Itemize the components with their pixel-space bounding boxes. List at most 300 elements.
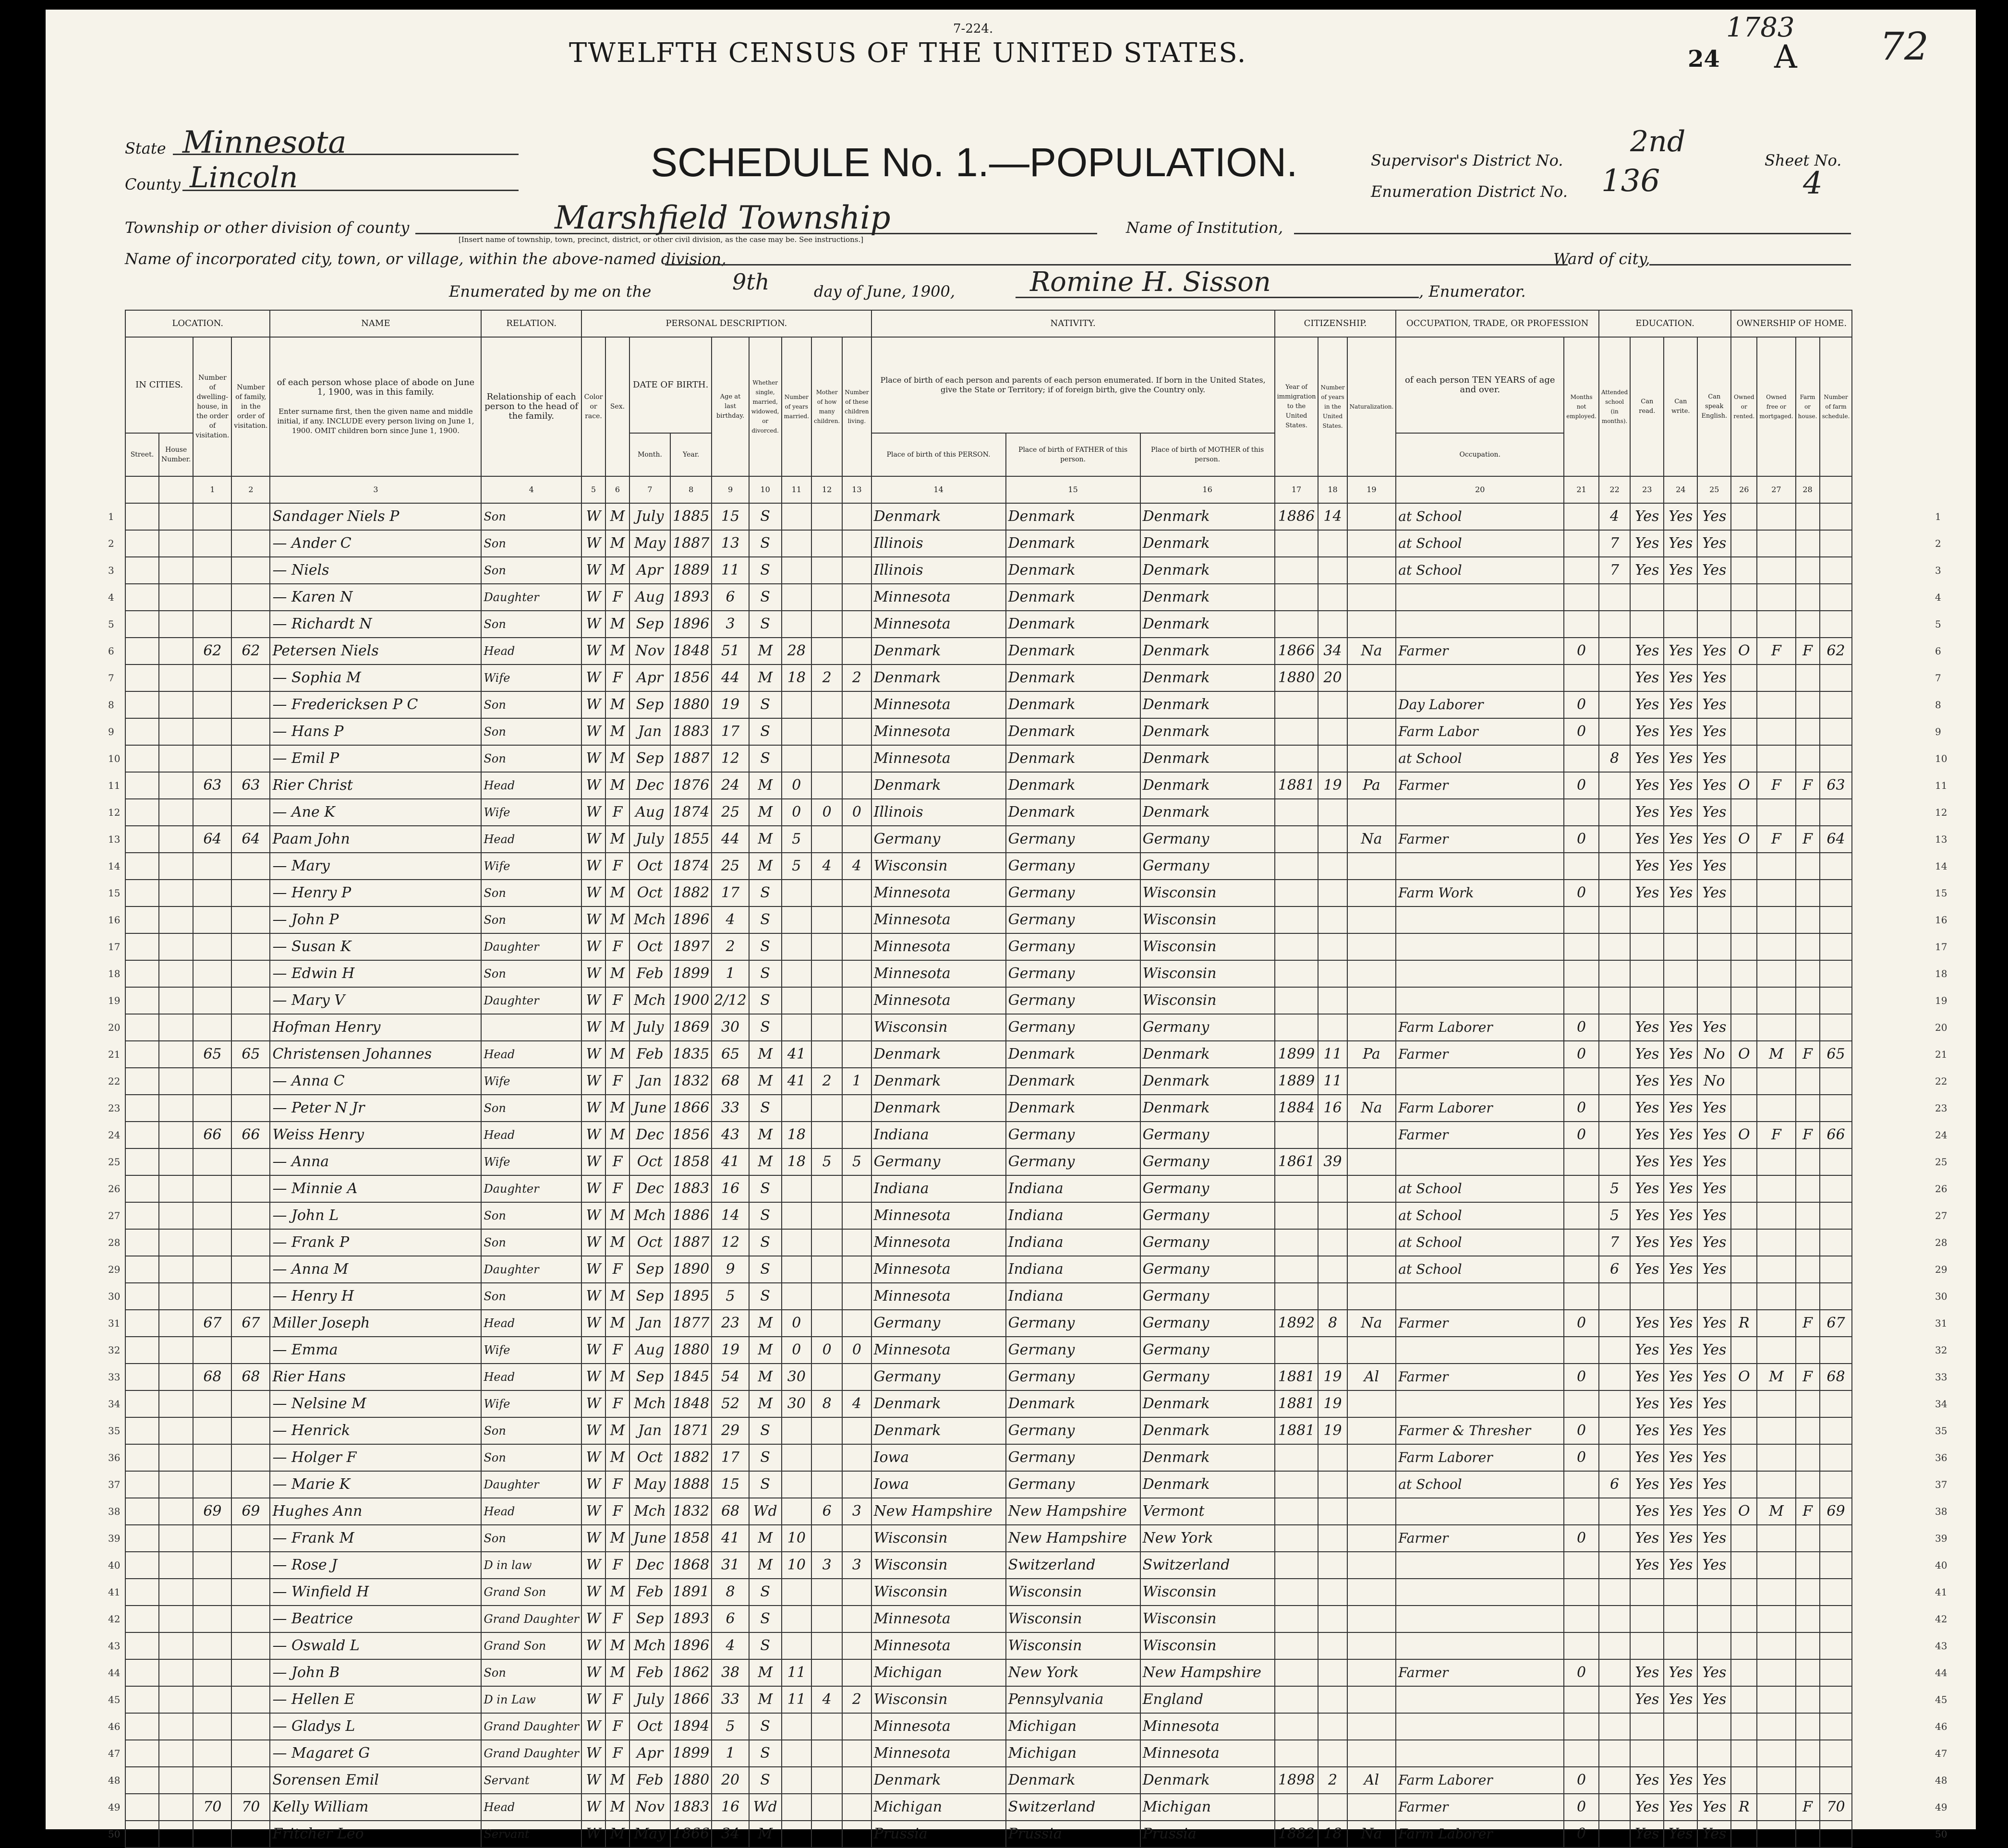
dwelling-number: 68 (193, 1364, 231, 1390)
children-born (811, 1713, 842, 1740)
table-row (125, 1632, 1852, 1659)
birthplace-mother: Denmark (1140, 718, 1275, 745)
blank-cell (159, 1256, 193, 1283)
years-married (782, 691, 811, 718)
column-number: 14 (871, 476, 1006, 503)
person-name: — John P (270, 906, 481, 933)
birthplace-father: Indiana (1006, 1175, 1140, 1202)
color: W (581, 906, 605, 933)
dwelling-number (193, 1686, 231, 1713)
school-months (1599, 1606, 1630, 1632)
months-unemployed (1564, 557, 1599, 584)
blank-cell (125, 1444, 159, 1471)
naturalization: Al (1347, 1364, 1396, 1390)
occupation: Farm Laborer (1396, 1767, 1564, 1794)
years-in-us (1318, 880, 1347, 906)
children-born (811, 1041, 842, 1068)
free-or-mortgaged (1757, 664, 1795, 691)
years-in-us (1318, 1471, 1347, 1498)
sex: M (605, 1821, 629, 1848)
immigration-year (1275, 745, 1319, 772)
occupation: at School (1396, 503, 1564, 530)
children-born (811, 1364, 842, 1390)
birthplace-mother: Germany (1140, 1337, 1275, 1364)
years-in-us: 14 (1318, 503, 1347, 530)
person-name: Kelly William (270, 1794, 481, 1821)
birthplace-person: Prussia (871, 1821, 1006, 1848)
farm-or-house (1796, 1579, 1820, 1606)
dwelling-number (193, 1444, 231, 1471)
birthplace-mother: Germany (1140, 1229, 1275, 1256)
birthplace-person: Germany (871, 1148, 1006, 1175)
color: W (581, 1444, 605, 1471)
table-row (125, 1713, 1852, 1740)
can-speak-english: Yes (1697, 503, 1731, 530)
person-name: Miller Joseph (270, 1310, 481, 1337)
occupation: Farmer (1396, 826, 1564, 853)
column-number: 20 (1396, 476, 1564, 503)
column-number: 2 (231, 476, 270, 503)
person-name: — Ane K (270, 799, 481, 826)
can-speak-english: Yes (1697, 1310, 1731, 1337)
hdr-farm-schedule: Number of farm schedule. (1820, 337, 1852, 476)
marital-status: S (749, 584, 782, 611)
blank-cell (159, 1041, 193, 1068)
blank-cell (159, 1740, 193, 1767)
children-living: 5 (842, 1148, 871, 1175)
years-married: 18 (782, 1148, 811, 1175)
years-married (782, 1175, 811, 1202)
farm-or-house (1796, 1767, 1820, 1794)
relation: Servant (481, 1821, 581, 1848)
immigration-year (1275, 1471, 1319, 1498)
children-living (842, 1095, 871, 1122)
can-speak-english: Yes (1697, 1390, 1731, 1417)
children-living (842, 906, 871, 933)
dwelling-number (193, 1471, 231, 1498)
years-married (782, 880, 811, 906)
hdr-occupation-note: of each person TEN YEARS of age and over. (1396, 337, 1564, 433)
free-or-mortgaged (1757, 1337, 1795, 1364)
farm-or-house (1796, 1525, 1820, 1552)
occupation: Farmer (1396, 1794, 1564, 1821)
years-married (782, 718, 811, 745)
free-or-mortgaged (1757, 1390, 1795, 1417)
line-number: 39 (108, 1533, 121, 1544)
can-write: Yes (1664, 718, 1697, 745)
table-row (125, 799, 1852, 826)
school-months (1599, 1041, 1630, 1068)
line-number: 47 (108, 1748, 121, 1759)
naturalization (1347, 1148, 1396, 1175)
dwelling-number (193, 664, 231, 691)
farm-schedule-number (1820, 1632, 1852, 1659)
birthplace-mother: Wisconsin (1140, 906, 1275, 933)
school-months (1599, 1122, 1630, 1148)
birthplace-father: Switzerland (1006, 1794, 1140, 1821)
age: 4 (712, 906, 749, 933)
years-married: 11 (782, 1659, 811, 1686)
can-read (1630, 584, 1664, 611)
line-number: 49 (1935, 1801, 1948, 1813)
birth-month: Oct (629, 1713, 670, 1740)
age: 34 (712, 1821, 749, 1848)
line-number: 34 (1935, 1398, 1948, 1410)
hdr-relation: Relationship of each person to the head of the family. (481, 337, 581, 476)
relation: Wife (481, 1337, 581, 1364)
birthplace-mother: Denmark (1140, 1390, 1275, 1417)
farm-or-house (1796, 1659, 1820, 1686)
occupation: Farm Laborer (1396, 1014, 1564, 1041)
birthplace-mother: Denmark (1140, 638, 1275, 664)
months-unemployed (1564, 530, 1599, 557)
farm-schedule-number (1820, 1283, 1852, 1310)
family-number (231, 933, 270, 960)
years-in-us: 8 (1318, 1310, 1347, 1337)
birthplace-father: Wisconsin (1006, 1579, 1140, 1606)
blank-cell (125, 1632, 159, 1659)
months-unemployed (1564, 503, 1599, 530)
line-number: 10 (108, 753, 121, 764)
farm-schedule-number (1820, 1256, 1852, 1283)
birth-month: June (629, 1095, 670, 1122)
farm-or-house: F (1796, 638, 1820, 664)
sex: M (605, 772, 629, 799)
years-married: 18 (782, 1122, 811, 1148)
farm-or-house (1796, 880, 1820, 906)
line-number: 20 (108, 1022, 121, 1033)
naturalization: Na (1347, 826, 1396, 853)
sex: M (605, 611, 629, 638)
relation: Son (481, 1095, 581, 1122)
years-married (782, 906, 811, 933)
line-number: 40 (1935, 1559, 1948, 1571)
blank-cell (125, 1659, 159, 1686)
line-number: 25 (108, 1156, 121, 1168)
birth-month: Sep (629, 1606, 670, 1632)
free-or-mortgaged (1757, 503, 1795, 530)
occupation: Farmer (1396, 1122, 1564, 1148)
age: 4 (712, 1632, 749, 1659)
line-number: 25 (1935, 1156, 1948, 1168)
can-write: Yes (1664, 772, 1697, 799)
school-months (1599, 1821, 1630, 1848)
school-months (1599, 1767, 1630, 1794)
free-or-mortgaged (1757, 1525, 1795, 1552)
immigration-year (1275, 1283, 1319, 1310)
farm-or-house: F (1796, 1794, 1820, 1821)
relation: Son (481, 1444, 581, 1471)
years-in-us (1318, 1229, 1347, 1256)
table-row (125, 664, 1852, 691)
column-number: 10 (749, 476, 782, 503)
table-row (125, 638, 1852, 664)
birthplace-person: Michigan (871, 1794, 1006, 1821)
birth-month: Mch (629, 987, 670, 1014)
person-name: — Frank P (270, 1229, 481, 1256)
can-write: Yes (1664, 557, 1697, 584)
months-unemployed (1564, 745, 1599, 772)
years-married: 18 (782, 664, 811, 691)
school-months (1599, 1498, 1630, 1525)
birth-month: July (629, 503, 670, 530)
owned-or-rented (1731, 1659, 1757, 1686)
dwelling-number (193, 691, 231, 718)
age: 2 (712, 933, 749, 960)
occupation (1396, 1337, 1564, 1364)
can-write (1664, 584, 1697, 611)
farm-or-house (1796, 530, 1820, 557)
table-row (125, 718, 1852, 745)
line-number: 19 (1935, 995, 1948, 1006)
farm-schedule-number (1820, 1471, 1852, 1498)
person-name: — Emma (270, 1337, 481, 1364)
age: 14 (712, 1202, 749, 1229)
can-read: Yes (1630, 1498, 1664, 1525)
owned-or-rented (1731, 1686, 1757, 1713)
free-or-mortgaged (1757, 1579, 1795, 1606)
line-number: 41 (108, 1586, 121, 1598)
person-name: — Minnie A (270, 1175, 481, 1202)
table-row (125, 906, 1852, 933)
farm-or-house (1796, 1632, 1820, 1659)
dwelling-number (193, 745, 231, 772)
hdr-nativity-note: Place of birth of each person and parents of each person enumerated. If born in the United States, give the State or Territory; if of foreign birth, give the Country only. (871, 337, 1275, 433)
dwelling-number (193, 1579, 231, 1606)
immigration-year (1275, 1014, 1319, 1041)
years-married (782, 611, 811, 638)
farm-schedule-number (1820, 1202, 1852, 1229)
birthplace-person: Minnesota (871, 1740, 1006, 1767)
can-write: Yes (1664, 1498, 1697, 1525)
column-number (159, 476, 193, 503)
free-or-mortgaged (1757, 1310, 1795, 1337)
years-married (782, 1095, 811, 1122)
line-number: 18 (108, 968, 121, 979)
can-speak-english (1697, 1713, 1731, 1740)
months-unemployed (1564, 1337, 1599, 1364)
immigration-year: 1892 (1275, 1310, 1319, 1337)
can-speak-english: Yes (1697, 1148, 1731, 1175)
family-number (231, 906, 270, 933)
occupation (1396, 1740, 1564, 1767)
group-relation: RELATION. (481, 310, 581, 337)
blank-cell (159, 1202, 193, 1229)
age: 24 (712, 772, 749, 799)
hdr-sex: Sex. (605, 337, 629, 476)
children-living (842, 1471, 871, 1498)
months-unemployed (1564, 1498, 1599, 1525)
relation: Son (481, 880, 581, 906)
relation: Wife (481, 664, 581, 691)
school-months (1599, 1444, 1630, 1471)
color: W (581, 1229, 605, 1256)
birthplace-father: Denmark (1006, 664, 1140, 691)
marital-status: S (749, 611, 782, 638)
color: W (581, 1337, 605, 1364)
blank-cell (159, 1606, 193, 1632)
months-unemployed (1564, 799, 1599, 826)
birthplace-mother: Germany (1140, 1256, 1275, 1283)
birthplace-mother: Wisconsin (1140, 1632, 1275, 1659)
line-number: 26 (1935, 1183, 1948, 1195)
years-in-us: 11 (1318, 1041, 1347, 1068)
can-read: Yes (1630, 880, 1664, 906)
children-living (842, 772, 871, 799)
marital-status: Wd (749, 1498, 782, 1525)
line-number: 48 (108, 1775, 121, 1786)
person-name: — Winfield H (270, 1579, 481, 1606)
birthplace-person: Minnesota (871, 584, 1006, 611)
marital-status: S (749, 503, 782, 530)
years-in-us: 19 (1318, 1417, 1347, 1444)
school-months (1599, 826, 1630, 853)
years-married: 30 (782, 1364, 811, 1390)
dwelling-number (193, 1713, 231, 1740)
table-row (125, 1014, 1852, 1041)
table-row (125, 1148, 1852, 1175)
table-row (125, 557, 1852, 584)
line-number: 22 (108, 1075, 121, 1087)
marital-status: S (749, 1095, 782, 1122)
blank-cell (125, 826, 159, 853)
farm-schedule-number (1820, 611, 1852, 638)
farm-or-house (1796, 906, 1820, 933)
age: 33 (712, 1095, 749, 1122)
blank-cell (125, 745, 159, 772)
hdr-year: Year. (670, 433, 712, 476)
sex: M (605, 1579, 629, 1606)
years-in-us (1318, 933, 1347, 960)
farm-or-house (1796, 1283, 1820, 1310)
can-write (1664, 1740, 1697, 1767)
color: W (581, 691, 605, 718)
months-unemployed: 0 (1564, 1014, 1599, 1041)
hdr-naturalization: Naturalization. (1347, 337, 1396, 476)
family-number (231, 1686, 270, 1713)
blank-cell (125, 1041, 159, 1068)
can-write: Yes (1664, 1364, 1697, 1390)
children-living (842, 826, 871, 853)
owned-or-rented (1731, 1821, 1757, 1848)
owned-or-rented (1731, 1229, 1757, 1256)
farm-schedule-number (1820, 1417, 1852, 1444)
immigration-year: 1861 (1275, 1148, 1319, 1175)
table-row (125, 1337, 1852, 1364)
line-number: 47 (1935, 1748, 1948, 1759)
birth-month: Mch (629, 1498, 670, 1525)
birthplace-father: Germany (1006, 906, 1140, 933)
can-read: Yes (1630, 1794, 1664, 1821)
hdr-house: House Number. (159, 433, 193, 476)
column-number: 19 (1347, 476, 1396, 503)
blank-cell (159, 1122, 193, 1148)
can-write (1664, 987, 1697, 1014)
years-married (782, 1417, 811, 1444)
children-living (842, 1444, 871, 1471)
birthplace-father: Germany (1006, 1444, 1140, 1471)
can-read: Yes (1630, 1821, 1664, 1848)
blank-cell (159, 1068, 193, 1095)
township-note: [Insert name of township, town, precinct, district, or other civil division, as the case may be. See instructions.] (459, 235, 864, 244)
months-unemployed: 0 (1564, 1095, 1599, 1122)
birthplace-mother: Germany (1140, 826, 1275, 853)
birth-year: 1896 (670, 611, 712, 638)
school-months (1599, 1632, 1630, 1659)
schedule-title: SCHEDULE No. 1.—POPULATION. (651, 140, 1298, 185)
line-number: 4 (108, 592, 114, 603)
birth-year: 1855 (670, 826, 712, 853)
hdr-can-write: Can write. (1664, 337, 1697, 476)
school-months: 6 (1599, 1471, 1630, 1498)
dwelling-number (193, 933, 231, 960)
birth-year: 1880 (670, 1337, 712, 1364)
blank-cell (159, 1364, 193, 1390)
owned-or-rented (1731, 1444, 1757, 1471)
blank-cell (159, 1686, 193, 1713)
supervisor-label: Supervisor's District No. (1371, 151, 1563, 169)
years-in-us (1318, 853, 1347, 880)
children-living (842, 987, 871, 1014)
children-living (842, 1364, 871, 1390)
blank-cell (159, 1821, 193, 1848)
line-number: 7 (1935, 672, 1941, 684)
years-in-us (1318, 1606, 1347, 1632)
children-born (811, 933, 842, 960)
birthplace-person: Minnesota (871, 906, 1006, 933)
naturalization (1347, 503, 1396, 530)
owned-or-rented (1731, 1283, 1757, 1310)
occupation: Farm Work (1396, 880, 1564, 906)
age: 38 (712, 1659, 749, 1686)
line-number: 11 (108, 780, 121, 791)
birth-month: Mch (629, 1390, 670, 1417)
birthplace-person: Minnesota (871, 718, 1006, 745)
sex: M (605, 826, 629, 853)
months-unemployed (1564, 1283, 1599, 1310)
can-speak-english: Yes (1697, 1552, 1731, 1579)
column-number: 6 (605, 476, 629, 503)
can-speak-english: Yes (1697, 1498, 1731, 1525)
family-number: 62 (231, 638, 270, 664)
birthplace-father: Denmark (1006, 799, 1140, 826)
relation: Wife (481, 1390, 581, 1417)
family-number (231, 799, 270, 826)
free-or-mortgaged (1757, 1552, 1795, 1579)
children-born: 4 (811, 1686, 842, 1713)
naturalization (1347, 1417, 1396, 1444)
birthplace-person: Iowa (871, 1471, 1006, 1498)
years-married (782, 1471, 811, 1498)
years-in-us: 19 (1318, 1390, 1347, 1417)
line-number: 28 (108, 1237, 121, 1248)
column-number: 13 (842, 476, 871, 503)
months-unemployed (1564, 1256, 1599, 1283)
color: W (581, 1014, 605, 1041)
line-number: 9 (1935, 726, 1941, 737)
table-row (125, 1606, 1852, 1632)
hdr-birth-mother: Place of birth of MOTHER of this person. (1140, 433, 1275, 476)
birthplace-mother: Wisconsin (1140, 1579, 1275, 1606)
children-living (842, 933, 871, 960)
farm-or-house (1796, 1821, 1820, 1848)
line-number: 23 (108, 1102, 121, 1114)
marital-status: M (749, 799, 782, 826)
birthplace-mother: Wisconsin (1140, 1606, 1275, 1632)
years-in-us (1318, 1579, 1347, 1606)
school-months (1599, 584, 1630, 611)
farm-schedule-number: 63 (1820, 772, 1852, 799)
